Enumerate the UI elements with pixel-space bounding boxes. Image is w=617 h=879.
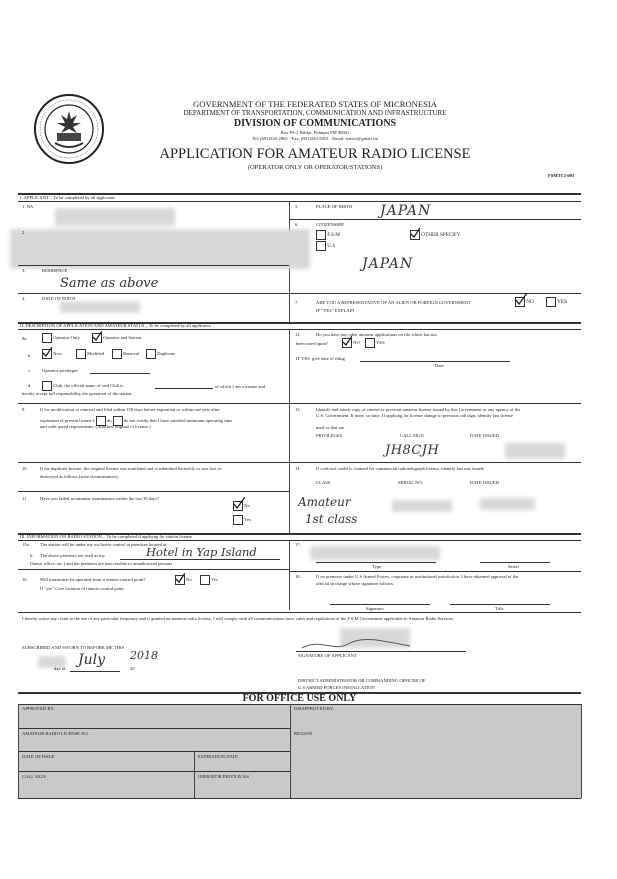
pob-value: JAPAN (380, 203, 432, 219)
citizenship-value: JAPAN (362, 256, 414, 272)
address: Box PS-2 Palikir, Pohnpei FM 96941 (280, 130, 350, 135)
club-line2: hereby accept full responsibility the operation of the station. (22, 391, 133, 396)
q10a: If for duplicate license, the original license was mutilated and is submitted herewith, or was lost or (40, 466, 222, 471)
other-checkbox[interactable]: OTHER SPECIFY (410, 230, 461, 240)
f13-label: 13. (295, 407, 301, 412)
sworn-label: SUBSCRIBED AND SWORN TO BEFORE ME THIS (22, 645, 125, 650)
f17-label: 17. (295, 542, 301, 547)
approved-label: APPROVED BY: (22, 706, 55, 711)
f8a-label: 8a. (22, 336, 28, 341)
q11-no-checkbox[interactable]: No (233, 501, 250, 511)
op-only-checkbox[interactable]: Operator Only (42, 333, 80, 343)
waiver-text: I hereby waive any claim to the use of any particular frequency and if granted an amateur radio license, I will comply with all communications laws, rules and regulations of the F.S.M Government applicable to Amateur Radio Services. (22, 616, 455, 621)
q16-yes-checkbox[interactable]: Yes (200, 575, 218, 585)
new-checkbox[interactable]: New (42, 349, 62, 359)
residence-value: Same as above (60, 276, 159, 291)
fsm-seal (33, 93, 105, 165)
modified-checkbox[interactable]: Modified (76, 349, 104, 359)
dob-label: DATE OF BIRTH (42, 296, 76, 301)
contact: Tel: (691)320-2865 · Fax: (691)320-5853 · Email: fsmtci@gmail.fm (251, 136, 379, 141)
title-label: Title (495, 606, 504, 611)
q9c: and code speed requirements. (Attached original of license.) (40, 424, 151, 429)
club-tail: of which I am a trustee and (215, 384, 266, 389)
form-title: APPLICATION FOR AMATEUR RADIO LICENSE (159, 146, 471, 162)
if-yes-label: IF YES, give date of filing (296, 356, 345, 361)
f14-label: 14. (295, 466, 301, 471)
year-value: 2018 (130, 649, 158, 662)
q13c: used or that are. (316, 425, 346, 430)
field5-label: 5. (295, 204, 299, 209)
redacted-name (55, 208, 175, 226)
q18b: official in charge whose signature follows. (316, 581, 395, 586)
f11-label: 11. (22, 496, 28, 501)
f12-label: 12. (295, 332, 301, 337)
section1-header: I. APPLICANT – To be completed by all applicants (20, 195, 116, 200)
q7-label: ARE YOU A REPRESENTATIVE OF AN ALIEN OR FOREIGN GOVERNMENT (316, 300, 472, 305)
form-number: FSMTCI-001 (548, 173, 575, 178)
redacted-date-issued (505, 443, 565, 459)
f8b-label: b. (28, 353, 32, 358)
day-of-label: day of (54, 666, 66, 671)
field7-label: 7. (295, 300, 299, 305)
f9-label: 9. (22, 407, 26, 412)
redacted-serial (392, 500, 452, 512)
q14: If code test credit is claimed for commercial radiotelegraph license, identify last one issued. (316, 466, 485, 471)
q11-yes-checkbox[interactable]: Yes (233, 515, 251, 525)
q11: Have you failed an amateur examination within the last 30 days? (40, 496, 160, 501)
q9a: If for modification or renewal and filed within 150 days before expiration or within one year after (40, 407, 220, 412)
op-priv-office-label: OPERATOR PRIVILEGES (198, 774, 250, 779)
f15a-label: 15a. (22, 542, 30, 547)
field6-label: 6. (295, 222, 299, 227)
q12b-label: been acted upon? (296, 341, 328, 346)
month-value: July (78, 652, 106, 668)
field3-label: 3. (22, 268, 26, 273)
class-label: CLASS (316, 480, 331, 485)
q13a: Identify and attach copy of current or previous amateur license issued by this Government or any agency of the (316, 407, 521, 412)
serial-label: SERIAL NO. (398, 480, 423, 485)
f16-label: 16. (22, 577, 28, 582)
premises-value: Hotel in Yap Island (146, 545, 257, 559)
q9b: expiration of present license I do do not certify that I have satisfied minimum operating time (40, 416, 288, 426)
dept-title: DEPARTMENT OF TRANSPORTATION, COMMUNICATION AND INFRASTRUCTURE (183, 109, 447, 117)
field2-label: 2. (22, 230, 26, 235)
sig-applicant-label: SIGNATURE OF APPLICANT (298, 653, 357, 658)
serial17-label: Serial (508, 564, 519, 569)
q7-yes-checkbox[interactable]: YES (546, 297, 567, 307)
date-issue-label: DATE OF ISSUE (22, 754, 55, 759)
gov-title: GOVERNMENT OF THE FEDERATED STATES OF MICRONESIA (193, 99, 437, 109)
class-value-2: 1st class (305, 512, 358, 526)
q16-no-checkbox[interactable]: No (175, 575, 192, 585)
f8d-label: d. (28, 383, 32, 388)
op-station-checkbox[interactable]: Operator and Station (92, 333, 141, 343)
duplicate-checkbox[interactable]: Duplicate (146, 349, 175, 359)
q16: Will transmitter be operated from a remote control point? (40, 577, 146, 582)
signature-label: Signature (366, 606, 384, 611)
fsm-checkbox[interactable]: F.S.M (316, 230, 340, 240)
redacted-date-issued2 (480, 498, 535, 510)
field1-label: 1. NA (22, 204, 34, 209)
citizenship-label: CITIZENSHIP (316, 222, 344, 227)
f15b-label: b. (30, 553, 34, 558)
disapproved-label: DISAPPROVED BY: (294, 706, 335, 711)
q12-no-checkbox[interactable]: NO (342, 338, 360, 348)
residence-label: RESIDENCE (42, 268, 68, 273)
field4-label: 4. (22, 296, 26, 301)
date-issued2-label: DATE ISSUED (470, 480, 499, 485)
q16b: If "yes" Give location of remote control point (40, 586, 124, 591)
club-checkbox[interactable]: Club, the official name of said Club is (42, 381, 123, 391)
form-subtitle: (OPERATOR ONLY OR OPERATOR/STATIONS) (247, 164, 383, 171)
q10b: destroyed as follows (state circumstances): (40, 474, 119, 479)
renewal-checkbox[interactable]: Renewal (112, 349, 139, 359)
district-2: U.S ARMED FORCES INSTALLATION (298, 685, 375, 690)
op-priv-label: Operator privileges (42, 368, 78, 373)
class-value-1: Amateur (298, 495, 351, 509)
expiration-label: EXPIRATION DATE (198, 754, 238, 759)
q15b2: (home, office, etc.) and the premises are inaccessible to unauthorized persons (30, 561, 173, 566)
callsign-label: CALL SIGN (400, 433, 424, 438)
q12-label: Do you have any other amateur applications on file which has not (316, 332, 437, 337)
license-no-label: AMATEUR RADIO LICENSE NO. (22, 731, 89, 736)
us-checkbox[interactable]: U.S (316, 241, 335, 251)
section2-header: II. DESCRIPTION OF APPLICATION AND AMATEUR STATUS – To be completed by all applicants (20, 323, 211, 328)
q7-no-checkbox[interactable]: NO (515, 297, 534, 307)
q13b: U.S. Government. If none, so state. If applying for license change to previous call sign, identify last license (316, 413, 514, 418)
district-1: DISTRICT ADMINISTRATOR OR COMMANDING OFFICER OF (298, 678, 426, 683)
division-title: DIVISION OF COMMUNICATIONS (233, 118, 397, 129)
q12-yes-checkbox[interactable]: YES (365, 338, 385, 348)
redacted-address (10, 229, 310, 269)
redacted-dob (60, 301, 140, 313)
redacted-equipment (310, 546, 440, 560)
q18a: If on premises under U.S Armed Forces, corporate or institutional jurisdiction, I have obtained approval of the (316, 574, 519, 579)
date-issued-label: DATE ISSUED (470, 433, 499, 438)
date-label: Date (435, 363, 444, 368)
f18-label: 18. (295, 574, 301, 579)
office-title: FOR OFFICE USE ONLY (242, 693, 357, 704)
q15a: The station will be under my exclusive control at premises located at: (40, 542, 168, 547)
f8c-label: c. (28, 368, 32, 373)
reason-label: REASON (294, 731, 313, 736)
pob-label: PLACE OF BIRTH (316, 204, 353, 209)
q7-explain: IF "YES" EXPLAIN (316, 308, 355, 313)
call-sign-office-label: CALL SIGN (22, 774, 46, 779)
q15b: The above premises are used as my (40, 553, 106, 558)
f10-label: 10. (22, 466, 28, 471)
year-hint: 20 (130, 666, 135, 671)
section3-header: III. INFORMATION ON RADIO STATION – To be completed if applying for station license (20, 534, 192, 539)
privileges-label: PRIVILEGES (316, 433, 343, 438)
type-label: Type (372, 564, 382, 569)
callsign-value: JH8CJH (385, 443, 440, 458)
